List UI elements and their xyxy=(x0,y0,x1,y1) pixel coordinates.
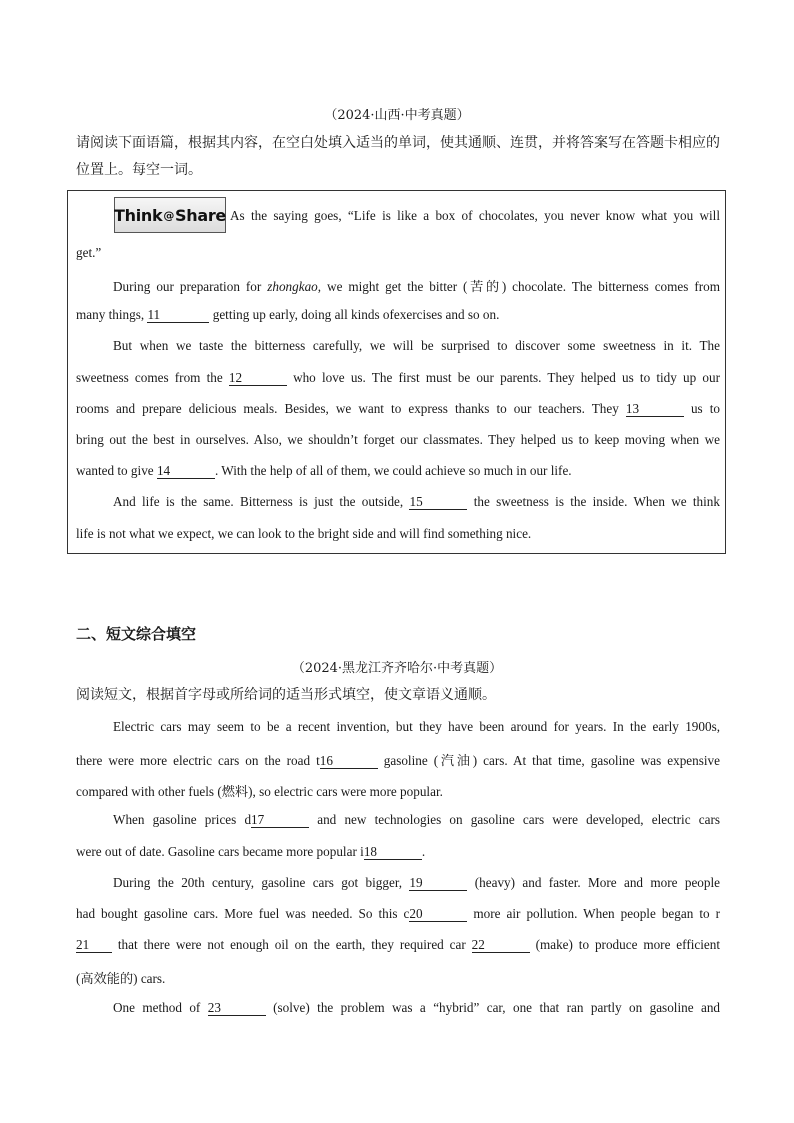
passage1-line-5: But when we taste the bitterness carefully, we will be surprised to discover some sweetness in it. The xyxy=(113,338,720,353)
instructions-line-2: 位置上。每空一词。 xyxy=(76,162,202,178)
passage1-line-11: life is not what we expect, we can look to the bright side and will find something nice. xyxy=(76,526,532,541)
passage2-line-3: compared with other fuels (燃料), so electric cars were more popular. xyxy=(76,784,443,799)
logo-at-sign: @ xyxy=(163,208,175,222)
text-segment: And life is the same. Bitterness is just the outside, xyxy=(113,494,410,509)
text-segment: were out of date. Gasoline cars became more popular i xyxy=(76,844,364,859)
text-segment: rooms and prepare delicious meals. Besides, we want to express thanks to our teachers. They xyxy=(76,401,626,416)
instructions-line-1: 请阅读下面语篇，根据其内容，在空白处填入适当的单词，使其通顺、连贯，并将答案写在答题卡相应的 xyxy=(76,135,720,151)
blank-17[interactable]: 17 xyxy=(251,813,309,828)
section-title: 二、短文综合填空 xyxy=(76,625,197,643)
text-segment: During the 20th century, gasoline cars got bigger, xyxy=(113,875,410,890)
text-segment: During our preparation for xyxy=(113,279,268,294)
passage1-source: （2024·山西·中考真题） xyxy=(324,108,470,123)
text-segment: When gasoline prices d xyxy=(113,812,252,827)
passage1-line-8: bring out the best in ourselves. Also, we shouldn’t forget our classmates. They helped us to keep moving when we xyxy=(76,432,720,447)
blank-13[interactable]: 13 xyxy=(626,402,684,417)
text-segment: had bought gasoline cars. More fuel was needed. So this c xyxy=(76,906,410,921)
text-segment: (heavy) and faster. More and more people xyxy=(467,875,720,890)
passage2-line-1: Electric cars may seem to be a recent invention, but they have been around for years. In the early 1900s, xyxy=(113,719,720,734)
text-segment: . With the help of all of them, we could achieve so much in our life. xyxy=(214,463,572,478)
text-segment: gasoline (汽油) cars. At that time, gasoline was expensive xyxy=(377,753,720,768)
text-segment: sweetness comes from the xyxy=(76,370,229,385)
passage2-source: （2024·黑龙江齐齐哈尔·中考真题） xyxy=(291,661,503,676)
text-segment: (solve) the problem was a “hybrid” car, one that ran partly on gasoline and xyxy=(265,1000,721,1015)
text-segment: who love us. The first must be our parents. They helped us to tidy up our xyxy=(286,370,720,385)
logo-share-text: Share xyxy=(175,205,226,225)
text-segment: us to xyxy=(683,401,720,416)
blank-22[interactable]: 22 xyxy=(472,938,530,953)
passage1-instructions xyxy=(76,130,726,184)
blank-23[interactable]: 23 xyxy=(208,1001,266,1016)
blank-19[interactable]: 19 xyxy=(409,876,467,891)
passage1-line-2: get.” xyxy=(76,245,102,260)
blank-16[interactable]: 16 xyxy=(320,754,378,769)
passage1-line-10 xyxy=(113,494,720,510)
text-segment: and new technologies on gasoline cars were developed, electric cars xyxy=(309,812,720,827)
text-segment: One method of xyxy=(113,1000,208,1015)
passage2-instructions: 阅读短文，根据首字母或所给词的适当形式填空，使文章语义通顺。 xyxy=(76,687,496,703)
blank-21[interactable]: 21 xyxy=(76,938,112,953)
blank-18[interactable]: 18 xyxy=(364,845,422,860)
text-segment: that there were not enough oil on the earth, they required car xyxy=(112,937,472,952)
blank-15[interactable]: 15 xyxy=(409,495,467,510)
text-segment: getting up early, doing all kinds ofexercises and so on. xyxy=(209,307,500,322)
passage1-line-6 xyxy=(76,370,720,386)
passage1-line-1: As the saying goes, “Life is like a box of chocolates, you never know what you will xyxy=(230,208,720,223)
passage2-line-7 xyxy=(76,906,720,922)
blank-12[interactable]: 12 xyxy=(229,371,287,386)
text-segment: the sweetness is the inside. When we think xyxy=(467,494,720,509)
text-segment: more air pollution. When people began to r xyxy=(467,906,721,921)
passage2-line-9: (高效能的) cars. xyxy=(76,971,166,986)
passage1-line-4 xyxy=(76,307,720,323)
passage2-line-5 xyxy=(76,844,720,860)
passage1-line-3 xyxy=(113,276,720,295)
passage1-line-7 xyxy=(76,401,720,417)
blank-11[interactable]: 11 xyxy=(147,308,209,323)
text-segment: wanted to give xyxy=(76,463,157,478)
zhongkao-italic: zhongkao xyxy=(267,279,318,294)
text-segment: , we might get the bitter (苦的) chocolate. The bitterness comes from xyxy=(317,279,720,294)
passage2-line-6 xyxy=(113,875,720,891)
passage1-line-9 xyxy=(76,463,720,479)
passage2-line-10 xyxy=(113,1000,720,1016)
text-segment: (make) to produce more efficient xyxy=(529,937,721,952)
passage2-line-4 xyxy=(113,812,720,828)
text-segment: many things, xyxy=(76,307,148,322)
passage2-line-8 xyxy=(76,937,720,953)
blank-20[interactable]: 20 xyxy=(409,907,467,922)
think-share-logo xyxy=(114,197,226,233)
blank-14[interactable]: 14 xyxy=(157,464,215,479)
text-segment: . xyxy=(421,844,426,859)
text-segment: there were more electric cars on the road t xyxy=(76,753,320,768)
logo-think-text: Think xyxy=(114,205,163,225)
passage2-line-2 xyxy=(76,750,720,769)
